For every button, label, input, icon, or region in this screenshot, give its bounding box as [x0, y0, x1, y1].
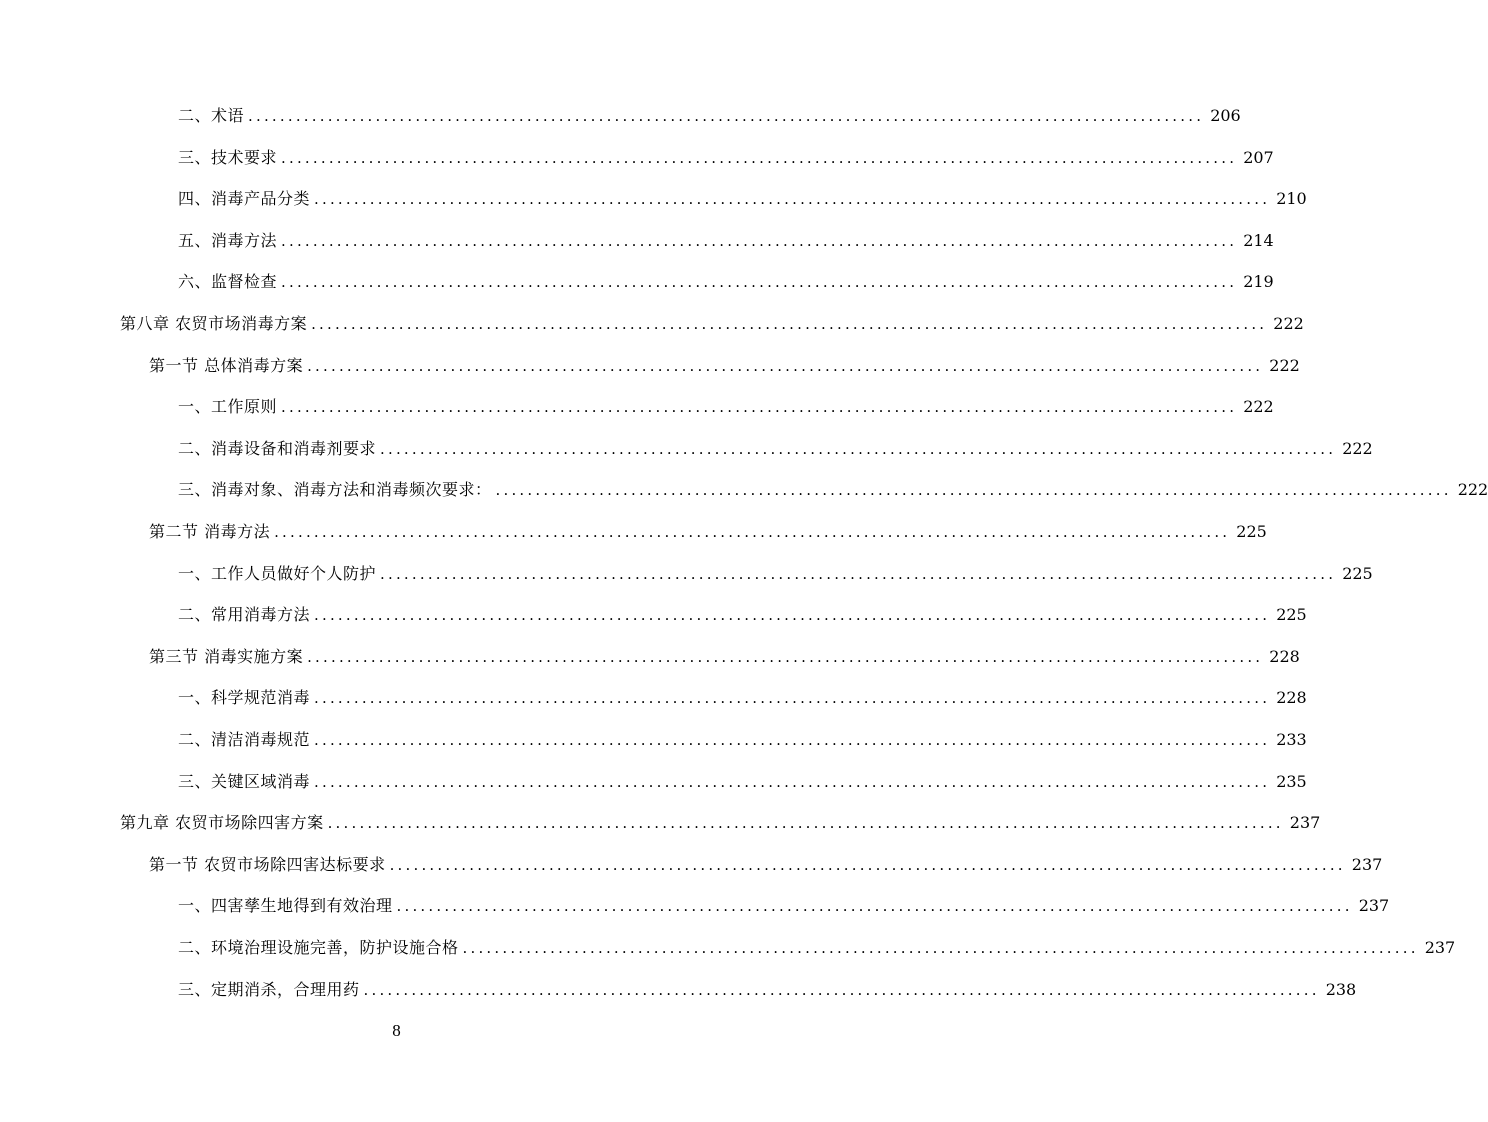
toc-entry-title: 二、术语	[178, 106, 245, 125]
toc-entry-title: 五、消毒方法	[178, 230, 278, 250]
toc-entry-page-number: 206	[1210, 106, 1241, 125]
dot-leader: ........................................................................................................................	[248, 107, 1205, 125]
toc-entry[interactable]	[178, 179, 1307, 219]
toc-entry-page-number: 222	[1457, 480, 1488, 500]
toc-entry-page-number: 222	[1243, 397, 1274, 417]
toc-entry-page-number: 210	[1276, 189, 1307, 209]
toc-entry-title: 第八章 农贸市场消毒方案	[120, 314, 308, 333]
toc-entry[interactable]	[178, 595, 1307, 635]
toc-entry-title: 二、清洁消毒规范	[178, 730, 311, 749]
dot-leader: ........................................................................................................................	[307, 647, 1264, 666]
toc-entry-page-number: 237	[1351, 854, 1383, 874]
toc-entry[interactable]	[149, 512, 1267, 552]
toc-entry[interactable]	[178, 262, 1274, 302]
toc-entry[interactable]	[178, 387, 1274, 427]
toc-entry-title: 一、四害孳生地得到有效治理	[178, 896, 393, 916]
toc-entry[interactable]	[178, 96, 1241, 136]
toc-entry-title: 三、技术要求	[178, 147, 278, 167]
toc-entry[interactable]	[178, 429, 1373, 469]
toc-entry[interactable]	[178, 470, 1488, 510]
toc-entry-title: 第一节 总体消毒方案	[149, 355, 304, 375]
toc-entry-page-number: 233	[1276, 730, 1307, 749]
toc-entry-page-number: 237	[1424, 938, 1456, 957]
dot-leader: ........................................................................................................................	[314, 689, 1271, 708]
dot-leader: ........................................................................................................................	[281, 398, 1238, 417]
dot-leader: ........................................................................................................................	[314, 190, 1271, 209]
toc-entry[interactable]	[178, 221, 1274, 261]
dot-leader: ........................................................................................................................	[380, 439, 1337, 458]
toc-entry[interactable]	[178, 138, 1274, 178]
toc-entry[interactable]	[149, 346, 1300, 386]
toc-entry-title: 二、常用消毒方法	[178, 605, 311, 625]
toc-entry-title: 一、科学规范消毒	[178, 688, 311, 708]
dot-leader: ........................................................................................................................	[314, 731, 1271, 749]
toc-entry[interactable]	[120, 304, 1304, 344]
toc-entry-page-number: 222	[1342, 438, 1373, 458]
toc-entry-page-number: 222	[1269, 355, 1300, 375]
toc-entry-title: 三、消毒对象、消毒方法和消毒频次要求：	[178, 480, 492, 500]
toc-entry-title: 第一节 农贸市场除四害达标要求	[149, 854, 386, 874]
toc-entry-page-number: 225	[1236, 522, 1267, 541]
toc-entry[interactable]	[178, 554, 1373, 594]
toc-entry-title: 三、定期消杀，合理用药	[178, 979, 360, 999]
toc-entry-page-number: 238	[1325, 979, 1357, 999]
toc-entry-title: 六、监督检查	[178, 272, 278, 292]
dot-leader: ........................................................................................................................	[281, 273, 1238, 292]
dot-leader: ........................................................................................................................	[281, 148, 1238, 167]
toc-entry-page-number: 237	[1289, 813, 1321, 833]
dot-leader: ........................................................................................................................	[314, 772, 1271, 791]
dot-leader: ........................................................................................................................	[327, 814, 1284, 833]
dot-leader: ........................................................................................................................	[396, 897, 1353, 916]
dot-leader: ........................................................................................................................	[281, 231, 1238, 250]
dot-leader: ........................................................................................................................	[363, 980, 1320, 999]
toc-entry-page-number: 222	[1273, 314, 1304, 333]
toc-entry-page-number: 237	[1358, 896, 1390, 916]
dot-leader: ........................................................................................................................	[274, 523, 1231, 541]
dot-leader: ........................................................................................................................	[314, 606, 1271, 625]
toc-entry-page-number: 207	[1243, 147, 1274, 167]
toc-entry-title: 第二节 消毒方法	[149, 522, 271, 541]
toc-entry[interactable]	[178, 762, 1307, 802]
toc-entry-page-number: 225	[1342, 563, 1373, 583]
toc-entry-page-number: 214	[1243, 230, 1274, 250]
dot-leader: ........................................................................................................................	[495, 481, 1452, 500]
dot-leader: ........................................................................................................................	[307, 356, 1264, 375]
dot-leader: ........................................................................................................................	[380, 564, 1337, 583]
dot-leader: ........................................................................................................................	[462, 939, 1419, 957]
toc-entry[interactable]	[149, 845, 1383, 885]
toc-entry-title: 第三节 消毒实施方案	[149, 646, 304, 666]
page-number: 8	[392, 1021, 401, 1040]
toc-entry-title: 一、工作原则	[178, 397, 278, 417]
toc-entry-title: 四、消毒产品分类	[178, 189, 311, 209]
toc-entry-title: 二、环境治理设施完善，防护设施合格	[178, 938, 459, 957]
toc-entry-title: 第九章 农贸市场除四害方案	[120, 813, 324, 833]
toc-entry[interactable]	[178, 678, 1307, 718]
toc-entry-page-number: 235	[1276, 771, 1307, 791]
toc-entry-page-number: 228	[1276, 688, 1307, 708]
toc-entry-page-number: 228	[1269, 646, 1300, 666]
toc-entry-page-number: 225	[1276, 605, 1307, 625]
toc-entry[interactable]	[178, 886, 1390, 926]
toc-entry-title: 三、关键区域消毒	[178, 771, 311, 791]
toc-entry[interactable]	[120, 803, 1321, 843]
toc-entry[interactable]	[178, 928, 1456, 968]
toc-entry-page-number: 219	[1243, 272, 1274, 292]
toc-entry[interactable]	[178, 970, 1357, 1010]
toc-entry[interactable]	[149, 637, 1300, 677]
toc-entry[interactable]	[178, 720, 1307, 760]
toc-entry-title: 一、工作人员做好个人防护	[178, 563, 377, 583]
toc-entry-title: 二、消毒设备和消毒剂要求	[178, 438, 377, 458]
dot-leader: ........................................................................................................................	[311, 315, 1268, 333]
dot-leader: ........................................................................................................................	[389, 855, 1346, 874]
